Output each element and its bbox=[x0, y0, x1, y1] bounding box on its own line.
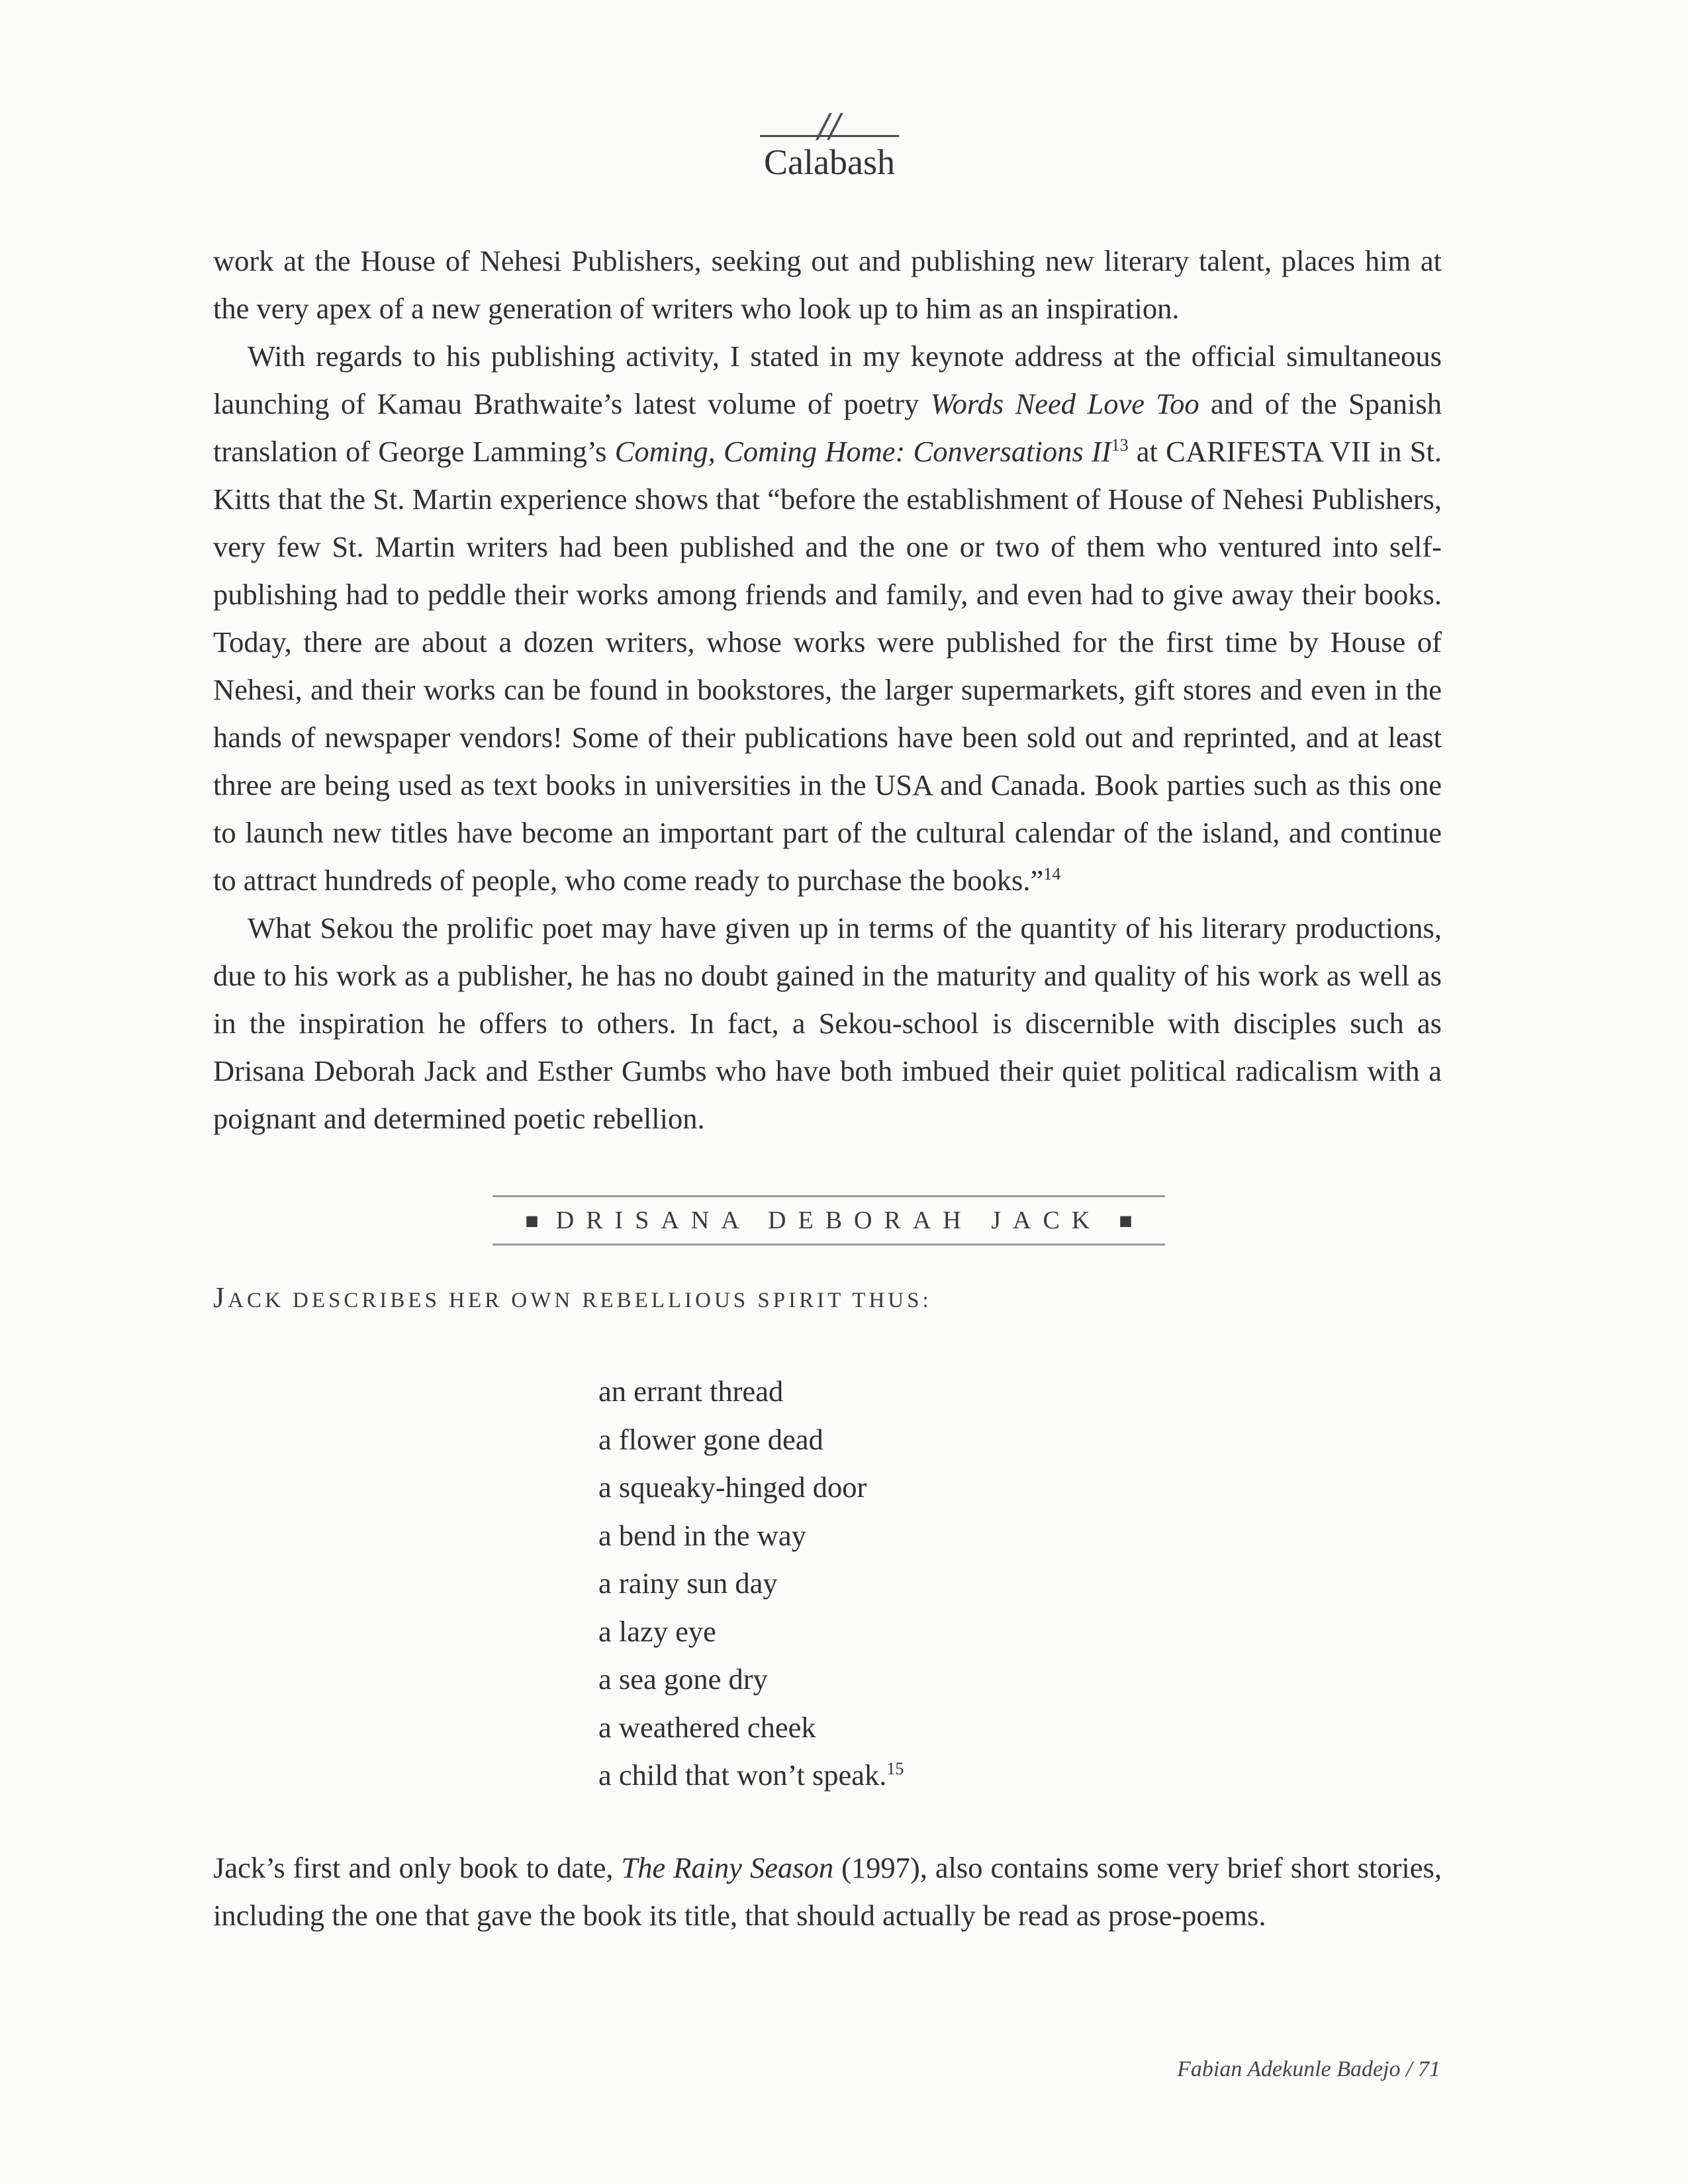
book-title-the-rainy-season: The Rainy Season bbox=[621, 1851, 834, 1884]
paragraph-4-text-b: (1997), also contains some very brief short stories, including the one that gave the book its title, that should actually be read as prose-poems. bbox=[213, 1851, 1442, 1932]
poem-line: an errant thread bbox=[598, 1375, 784, 1408]
footer-separator: / bbox=[1406, 2057, 1413, 2081]
poem-line: a weathered cheek bbox=[598, 1710, 816, 1744]
poem-line: a bend in the way bbox=[598, 1518, 806, 1552]
logo-text: Calabash bbox=[764, 142, 895, 182]
paragraph-2-text-c: at CARIFESTA VII in St. Kitts that the St. Martin experience shows that “before the establishment of House of Nehesi Publishers, very few St. Martin writers had been published and the one or two of them who ventured into self-publishing had to peddle their works among friends and family, and even had to give away their books. Today, there are about a dozen writers, whose works were published for the first time by House of Nehesi, and their works can be found in bookstores, the larger supermarkets, gift stores and even in the hands of newspaper vendors! Some of their publications have been sold out and reprinted, and at least three are being used as text books in universities in the USA and Canada. Book parties such as this one to launch new titles have become an important part of the cultural calendar of the island, and continue to attract hundreds of people, who come ready to purchase the books.” bbox=[213, 435, 1442, 897]
logo-mark: // bbox=[818, 107, 841, 145]
paragraph-4-text-a: Jack’s first and only book to date, bbox=[213, 1851, 622, 1884]
poem-line: a flower gone dead bbox=[598, 1422, 823, 1456]
paragraph-4 bbox=[213, 1844, 1442, 1939]
footnote-ref-14[interactable]: 14 bbox=[1043, 864, 1061, 884]
poem-line: a lazy eye bbox=[598, 1614, 716, 1648]
section-intro-text: ACK DESCRIBES HER OWN REBELLIOUS SPIRIT THUS: bbox=[228, 1289, 932, 1312]
footer-author: Fabian Adekunle Badejo bbox=[1177, 2057, 1401, 2081]
section-heading-text: DRISANA DEBORAH JACK bbox=[555, 1206, 1102, 1234]
section-intro bbox=[213, 1281, 932, 1314]
poem-line: a squeaky-hinged door bbox=[598, 1471, 867, 1504]
paragraph-2-text-b: and of the Spanish translation of George Lamming’s bbox=[213, 387, 1442, 468]
poem bbox=[598, 1367, 904, 1799]
paragraph-3: What Sekou the prolific poet may have given up in terms of the quantity of his literary productions, due to his work as a publisher, he has no doubt gained in the maturity and quality of his work as well as in the inspiration he offers to others. In fact, a Sekou-school is discernible with disciples such as Drisana Deborah Jack and Esther Gumbs who have both imbued their quiet political radicalism with a poignant and determined poetic rebellion. bbox=[213, 911, 1442, 1135]
section-intro-initial: J bbox=[213, 1281, 228, 1314]
paragraph-1: work at the House of Nehesi Publishers, seeking out and publishing new literary talent, places him at the very apex of a new generation of writers who look up to him as an inspiration. bbox=[213, 244, 1442, 325]
book-title-coming-coming-home: Coming, Coming Home: Conversations II bbox=[614, 435, 1111, 468]
book-title-words-need-love-too: Words Need Love Too bbox=[930, 387, 1199, 420]
paragraph-2-text-a: With regards to his publishing activity, I stated in my keynote address at the official simultaneous launching of Kamau Brathwaite’s latest volume of poetry bbox=[213, 340, 1442, 420]
footnote-ref-15[interactable]: 15 bbox=[886, 1759, 904, 1778]
section-marker-left: ■ bbox=[525, 1209, 539, 1234]
page-footer bbox=[1177, 2057, 1440, 2082]
paragraph-2 bbox=[213, 332, 1442, 904]
section-marker-right: ■ bbox=[1119, 1209, 1133, 1234]
section-heading bbox=[492, 1195, 1165, 1246]
page-number: 71 bbox=[1418, 2057, 1440, 2081]
poem-line: a rainy sun day bbox=[598, 1567, 778, 1600]
poem-line-text: a child that won’t speak. bbox=[598, 1758, 887, 1792]
footnote-ref-13[interactable]: 13 bbox=[1111, 435, 1129, 455]
poem-line: a sea gone dry bbox=[598, 1662, 768, 1696]
poem-line-last bbox=[598, 1751, 904, 1799]
